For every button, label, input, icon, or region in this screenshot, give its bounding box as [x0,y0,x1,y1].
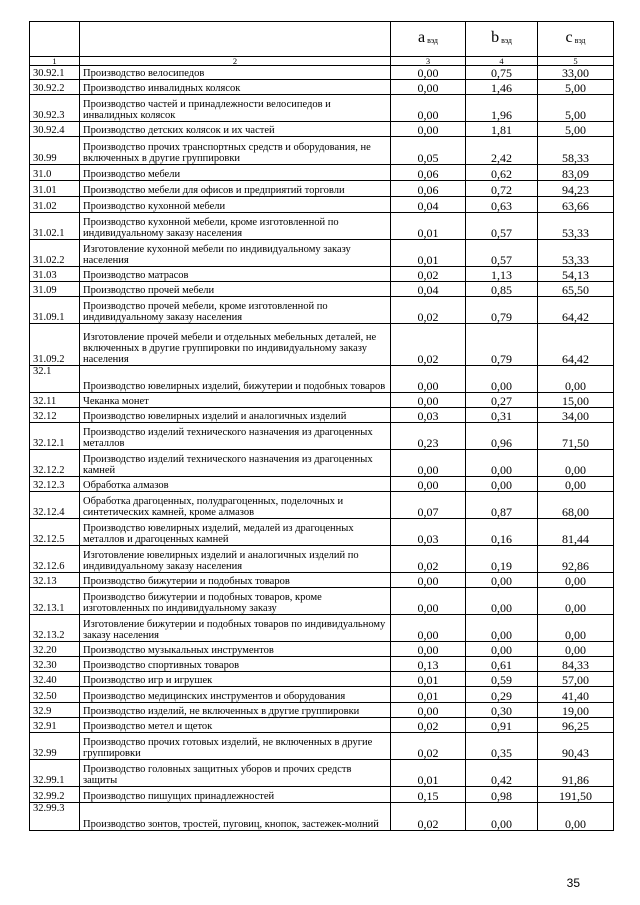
row-value-a: 0,00 [391,366,466,393]
row-name: Чеканка монет [80,393,391,408]
row-value-b: 0,62 [466,165,538,181]
row-value-b: 2,42 [466,137,538,165]
row-code: 30.92.3 [30,95,80,122]
row-value-b: 0,35 [466,733,538,760]
row-name: Производство изделий технического назначения из драгоценных камней [80,450,391,477]
row-value-b: 0,00 [466,615,538,642]
row-name: Обработка драгоценных, полудрагоценных, поделочных и синтетических камней, кроме алмазов [80,492,391,519]
table-row [30,642,614,657]
row-value-c: 0,00 [538,615,614,642]
row-value-a: 0,02 [391,733,466,760]
row-value-b: 0,91 [466,718,538,733]
row-value-a: 0,02 [391,267,466,282]
table-row [30,197,614,213]
table-row [30,803,614,831]
table-row [30,760,614,787]
row-value-b: 0,79 [466,324,538,366]
row-value-a: 0,06 [391,181,466,197]
row-name: Производство бижутерии и подобных товаров, кроме изготовленных по индивидуальному заказу [80,588,391,615]
table-row [30,137,614,165]
table-row [30,787,614,803]
table-row [30,122,614,137]
data-table [29,21,614,831]
row-value-c: 5,00 [538,80,614,95]
row-value-a: 0,01 [391,213,466,240]
row-name: Производство матрасов [80,267,391,282]
row-value-a: 0,02 [391,803,466,831]
header-code [30,22,80,57]
row-code: 30.99 [30,137,80,165]
row-value-c: 15,00 [538,393,614,408]
row-code: 31.09 [30,282,80,297]
row-value-a: 0,23 [391,423,466,450]
row-value-b: 0,59 [466,672,538,687]
row-value-c: 91,86 [538,760,614,787]
row-name: Производство изделий технического назначения из драгоценных металлов [80,423,391,450]
row-code: 32.40 [30,672,80,687]
row-value-c: 68,00 [538,492,614,519]
row-value-c: 96,25 [538,718,614,733]
row-name: Производство изделий, не включенных в другие группировки [80,703,391,718]
row-value-c: 0,00 [538,450,614,477]
column-index: 1 [30,57,80,66]
row-value-a: 0,00 [391,588,466,615]
row-code: 32.12.3 [30,477,80,492]
row-value-a: 0,00 [391,615,466,642]
row-value-c: 63,66 [538,197,614,213]
row-value-b: 1,81 [466,122,538,137]
row-name: Производство инвалидных колясок [80,80,391,95]
row-value-c: 34,00 [538,408,614,423]
row-value-c: 53,33 [538,213,614,240]
row-value-c: 54,13 [538,267,614,282]
table-row [30,393,614,408]
row-value-a: 0,00 [391,95,466,122]
table-row [30,366,614,393]
row-value-b: 0,29 [466,687,538,703]
row-name: Производство прочих транспортных средств и оборудования, не включенных в другие группировки [80,137,391,165]
row-code: 31.0 [30,165,80,181]
row-code: 32.12.5 [30,519,80,546]
row-value-b: 0,00 [466,450,538,477]
row-value-b: 0,61 [466,657,538,672]
table-row [30,66,614,80]
row-value-a: 0,13 [391,657,466,672]
row-value-c: 65,50 [538,282,614,297]
row-value-b: 0,27 [466,393,538,408]
row-value-b: 0,19 [466,546,538,573]
row-value-c: 0,00 [538,642,614,657]
row-value-c: 83,09 [538,165,614,181]
row-value-a: 0,00 [391,393,466,408]
row-code: 32.99 [30,733,80,760]
row-code: 32.91 [30,718,80,733]
row-value-a: 0,02 [391,297,466,324]
table-row [30,324,614,366]
row-name: Производство прочих готовых изделий, не включенных в другие группировки [80,733,391,760]
row-value-c: 0,00 [538,588,614,615]
row-code: 32.12.1 [30,423,80,450]
column-index: 5 [538,57,614,66]
row-value-c: 0,00 [538,573,614,588]
row-value-a: 0,01 [391,760,466,787]
row-name: Изготовление прочей мебели и отдельных мебельных деталей, не включенных в другие группировки по индивидуальному заказу населения [80,324,391,366]
row-code: 31.01 [30,181,80,197]
row-value-c: 5,00 [538,95,614,122]
row-name: Производство пишущих принадлежностей [80,787,391,803]
row-value-b: 0,00 [466,573,538,588]
row-code: 32.30 [30,657,80,672]
row-value-c: 64,42 [538,297,614,324]
row-value-a: 0,01 [391,672,466,687]
row-value-c: 84,33 [538,657,614,672]
row-name: Производство кухонной мебели [80,197,391,213]
row-code: 32.50 [30,687,80,703]
table-row [30,718,614,733]
row-code: 31.03 [30,267,80,282]
table-row [30,450,614,477]
row-code: 31.09.1 [30,297,80,324]
row-value-b: 0,42 [466,760,538,787]
row-code: 32.12.2 [30,450,80,477]
row-code: 32.9 [30,703,80,718]
column-index: 3 [391,57,466,66]
row-name: Производство музыкальных инструментов [80,642,391,657]
row-name: Производство мебели [80,165,391,181]
row-name: Изготовление кухонной мебели по индивидуальному заказу населения [80,240,391,267]
table-row [30,546,614,573]
row-value-c: 71,50 [538,423,614,450]
row-value-a: 0,00 [391,80,466,95]
row-code: 32.99.3 [30,803,80,831]
row-name: Производство велосипедов [80,66,391,80]
row-code: 32.11 [30,393,80,408]
row-value-a: 0,06 [391,165,466,181]
row-name: Производство кухонной мебели, кроме изготовленной по индивидуальному заказу населения [80,213,391,240]
row-value-c: 0,00 [538,803,614,831]
row-value-a: 0,01 [391,240,466,267]
row-value-c: 0,00 [538,366,614,393]
row-value-c: 58,33 [538,137,614,165]
row-value-a: 0,03 [391,408,466,423]
row-code: 32.13.2 [30,615,80,642]
row-name: Производство спортивных товаров [80,657,391,672]
row-name: Производство детских колясок и их частей [80,122,391,137]
table-row [30,267,614,282]
row-name: Производство прочей мебели, кроме изготовленной по индивидуальному заказу населения [80,297,391,324]
row-name: Производство медицинских инструментов и оборудования [80,687,391,703]
row-code: 32.13.1 [30,588,80,615]
row-code: 30.92.2 [30,80,80,95]
row-value-c: 191,50 [538,787,614,803]
table-row [30,477,614,492]
row-name: Производство ювелирных изделий и аналогичных изделий [80,408,391,423]
row-name: Производство метел и щеток [80,718,391,733]
row-name: Производство игр и игрушек [80,672,391,687]
table-row [30,213,614,240]
row-code: 30.92.1 [30,66,80,80]
row-value-b: 1,96 [466,95,538,122]
row-value-a: 0,00 [391,573,466,588]
header-row [30,22,614,57]
row-value-a: 0,02 [391,546,466,573]
table-row [30,240,614,267]
row-value-b: 0,63 [466,197,538,213]
header-c: c $_{вэд}$ [538,22,614,57]
row-name: Изготовление ювелирных изделий и аналогичных изделий по индивидуальному заказу населения [80,546,391,573]
row-value-b: 0,00 [466,642,538,657]
table-row [30,80,614,95]
row-value-b: 0,00 [466,588,538,615]
row-value-c: 81,44 [538,519,614,546]
header-a: a $_{вэд}$ [391,22,466,57]
row-value-c: 53,33 [538,240,614,267]
row-value-b: 0,85 [466,282,538,297]
row-value-c: 0,00 [538,477,614,492]
row-value-a: 0,04 [391,197,466,213]
row-value-a: 0,00 [391,450,466,477]
table-row [30,297,614,324]
row-code: 32.20 [30,642,80,657]
row-name: Производство бижутерии и подобных товаров [80,573,391,588]
row-value-b: 0,98 [466,787,538,803]
row-name: Производство головных защитных уборов и прочих средств защиты [80,760,391,787]
row-code: 32.13 [30,573,80,588]
row-code: 32.99.2 [30,787,80,803]
row-name: Обработка алмазов [80,477,391,492]
row-value-b: 0,00 [466,366,538,393]
row-value-c: 64,42 [538,324,614,366]
row-value-b: 0,57 [466,213,538,240]
row-value-c: 94,23 [538,181,614,197]
row-code: 31.02.1 [30,213,80,240]
row-value-a: 0,07 [391,492,466,519]
table-row [30,519,614,546]
table-row [30,733,614,760]
table-row [30,573,614,588]
row-value-a: 0,00 [391,703,466,718]
row-code: 32.12 [30,408,80,423]
row-value-c: 41,40 [538,687,614,703]
row-value-b: 0,96 [466,423,538,450]
row-code: 31.09.2 [30,324,80,366]
table-row [30,95,614,122]
row-name: Производство частей и принадлежности велосипедов и инвалидных колясок [80,95,391,122]
row-value-c: 92,86 [538,546,614,573]
row-value-c: 19,00 [538,703,614,718]
row-value-b: 0,75 [466,66,538,80]
row-value-a: 0,00 [391,66,466,80]
header-name [80,22,391,57]
table-row [30,165,614,181]
row-code: 32.1 [30,366,80,393]
row-value-a: 0,15 [391,787,466,803]
row-value-a: 0,01 [391,687,466,703]
table-row [30,423,614,450]
table-row [30,408,614,423]
row-value-a: 0,04 [391,282,466,297]
page-number: 35 [566,876,580,890]
table-row [30,672,614,687]
row-value-a: 0,00 [391,122,466,137]
row-value-b: 0,57 [466,240,538,267]
row-value-c: 57,00 [538,672,614,687]
table-row [30,657,614,672]
table-row [30,181,614,197]
row-value-b: 0,30 [466,703,538,718]
row-name: Производство зонтов, тростей, пуговиц, кнопок, застежек-молний [80,803,391,831]
table-row [30,588,614,615]
row-code: 32.99.1 [30,760,80,787]
row-value-b: 0,72 [466,181,538,197]
row-name: Производство мебели для офисов и предприятий торговли [80,181,391,197]
row-value-a: 0,03 [391,519,466,546]
row-value-b: 1,13 [466,267,538,282]
column-index: 4 [466,57,538,66]
table-row [30,615,614,642]
row-value-b: 0,87 [466,492,538,519]
row-value-a: 0,02 [391,324,466,366]
row-value-b: 0,31 [466,408,538,423]
row-name: Производство прочей мебели [80,282,391,297]
row-value-c: 5,00 [538,122,614,137]
table-row [30,282,614,297]
row-value-c: 33,00 [538,66,614,80]
row-code: 32.12.6 [30,546,80,573]
row-value-b: 0,00 [466,477,538,492]
row-value-a: 0,00 [391,477,466,492]
table-row [30,687,614,703]
row-code: 30.92.4 [30,122,80,137]
row-code: 31.02.2 [30,240,80,267]
table-row [30,492,614,519]
table-row [30,703,614,718]
column-index: 2 [80,57,391,66]
row-name: Производство ювелирных изделий, медалей из драгоценных металлов и драгоценных камней [80,519,391,546]
row-value-b: 1,46 [466,80,538,95]
row-value-a: 0,02 [391,718,466,733]
row-value-c: 90,43 [538,733,614,760]
header-b: b $_{вэд}$ [466,22,538,57]
row-value-a: 0,00 [391,642,466,657]
row-code: 32.12.4 [30,492,80,519]
row-value-b: 0,79 [466,297,538,324]
row-value-b: 0,00 [466,803,538,831]
column-index-row [30,57,614,66]
row-value-a: 0,05 [391,137,466,165]
row-name: Изготовление бижутерии и подобных товаров по индивидуальному заказу населения [80,615,391,642]
row-value-b: 0,16 [466,519,538,546]
row-code: 31.02 [30,197,80,213]
row-name: Производство ювелирных изделий, бижутерии и подобных товаров [80,366,391,393]
